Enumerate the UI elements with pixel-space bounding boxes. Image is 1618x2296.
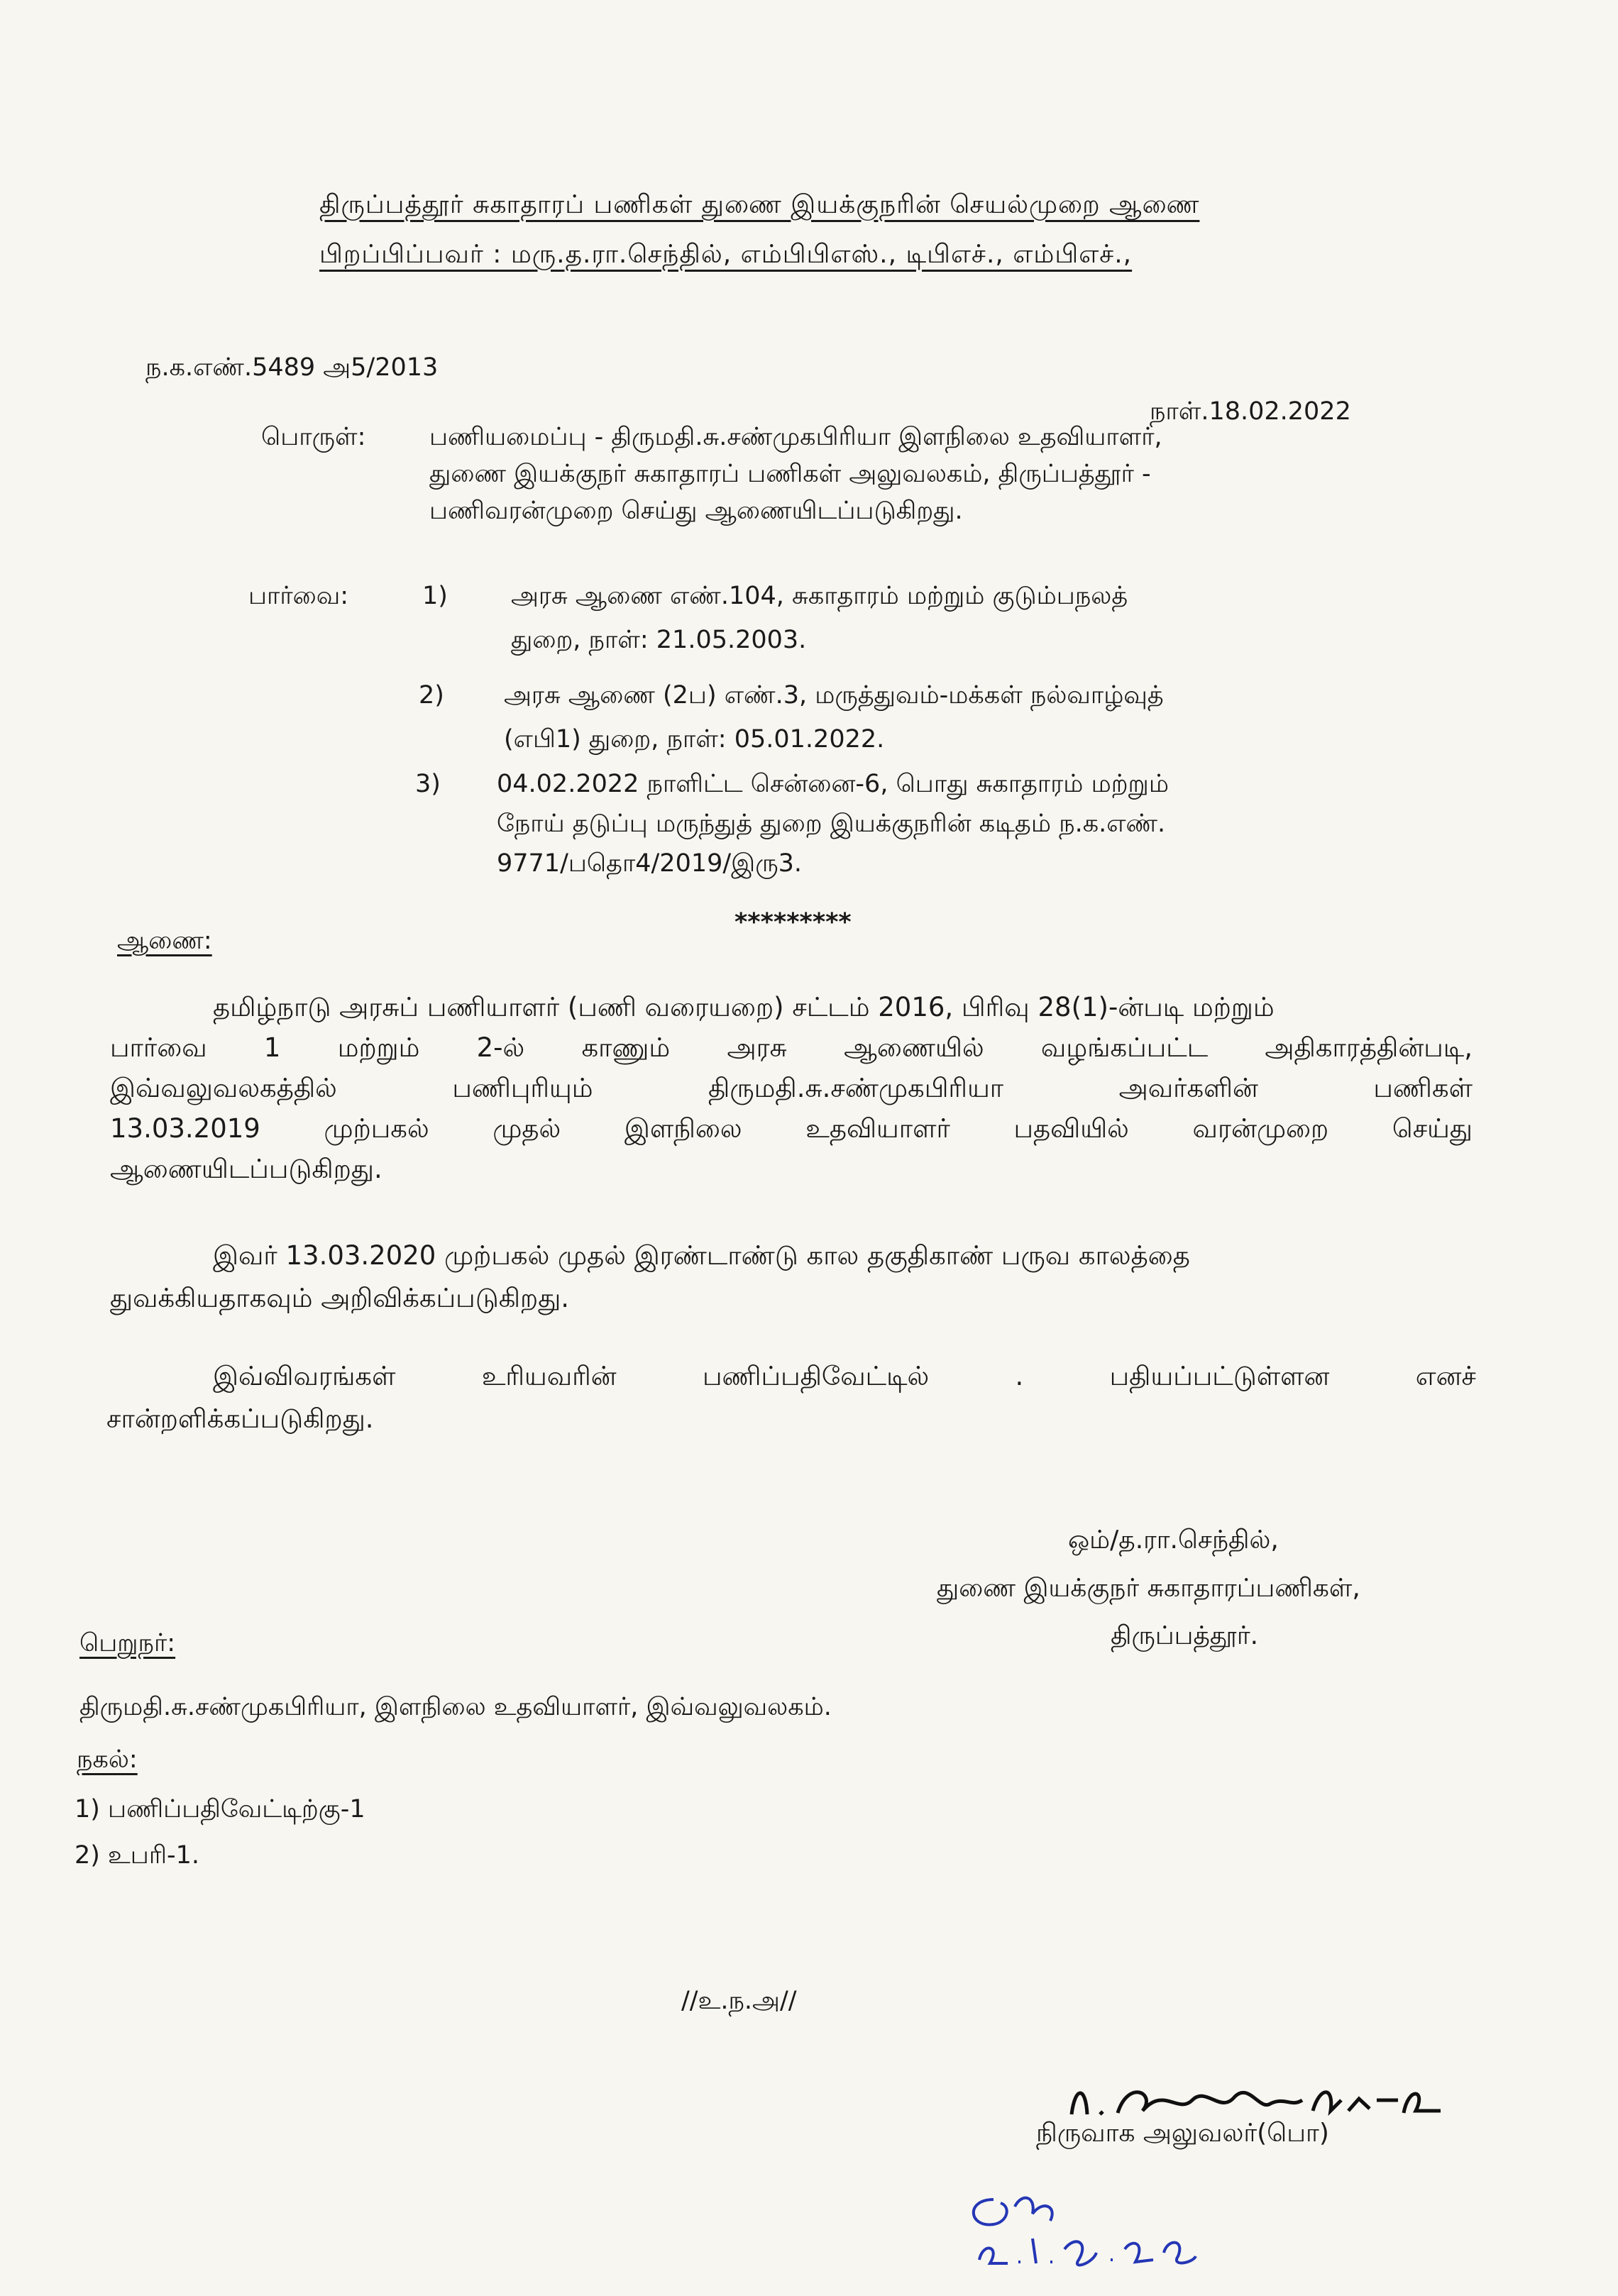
- reference-number: ந.க.எண்.5489 அ5/2013: [145, 353, 439, 382]
- order-paragraph-1-line: தமிழ்நாடு அரசுப் பணியாளர் (பணி வரையறை) சட்டம் 2016, பிரிவு 28(1)-ன்படி மற்றும்: [213, 992, 1275, 1022]
- separator: *********: [734, 908, 852, 937]
- handwritten-date-initials: [951, 2171, 1221, 2292]
- copy-item: 1) பணிப்பதிவேட்டிற்கு-1: [75, 1795, 365, 1823]
- reference-item-1: அரசு ஆணை எண்.104, சுகாதாரம் மற்றும் குடும்பநலத் துறை, நாள்: 21.05.2003.: [511, 582, 1128, 654]
- recipient-label: பெறுநர்:: [79, 1629, 176, 1657]
- reference-number-2: 2): [419, 681, 444, 710]
- copies-label: நகல்:: [77, 1745, 138, 1774]
- references-label: பார்வை:: [248, 582, 349, 610]
- subject-label: பொருள்:: [261, 423, 366, 451]
- reference-number-1: 1): [422, 582, 448, 610]
- recipient-text: திருமதி.சு.சண்முகபிரியா, இளநிலை உதவியாளர், இவ்வலுவலகம்.: [79, 1693, 832, 1721]
- subject-line: பணியமைப்பு - திருமதி.சு.சண்முகபிரியா இளநிலை உதவியாளர்,: [429, 423, 1162, 451]
- order-paragraph-1-line: 13.03.2019 முற்பகல் முதல் இளநிலை உதவியாளர் பதவியில் வரன்முறை செய்து: [110, 1113, 1473, 1144]
- signatory-designation: துணை இயக்குநர் சுகாதாரப்பணிகள்,: [937, 1574, 1360, 1603]
- signatory-place: திருப்பத்தூர்.: [1111, 1621, 1259, 1650]
- order-paragraph-3-line: இவ்விவரங்கள் உரியவரின் பணிப்பதிவேட்டில் . பதியப்பட்டுள்ளன எனச்: [213, 1361, 1476, 1391]
- subject-line: துணை இயக்குநர் சுகாதாரப் பணிகள் அலுவலகம், திருப்பத்தூர் -: [429, 460, 1151, 488]
- office-order-title: திருப்பத்தூர் சுகாதாரப் பணிகள் துணை இயக்குநரின் செயல்முறை ஆணை: [319, 190, 1200, 219]
- issuer-line: பிறப்பிப்பவர் : மரு.த.ரா.செந்தில், எம்பிபிஎஸ்., டிபிஎச்., எம்பிஎச்.,: [319, 240, 1133, 269]
- order-paragraph-2-line: துவக்கியதாகவும் அறிவிக்கப்படுகிறது.: [110, 1283, 570, 1313]
- order-date: நாள்.18.02.2022: [1150, 397, 1351, 426]
- reference-number-3: 3): [415, 770, 441, 798]
- reference-item-3: 04.02.2022 நாளிட்ட சென்னை-6, பொது சுகாதாரம் மற்றும் நோய் தடுப்பு மருந்துத் துறை இயக்குநரின் கடிதம் ந.க.எண். 9771/பதொ4/2019/இரு3.: [497, 770, 1169, 878]
- copy-item: 2) உபரி-1.: [75, 1841, 200, 1870]
- order-paragraph-1-line: பார்வை 1 மற்றும் 2-ல் காணும் அரசு ஆணையில் வழங்கப்பட்ட அதிகாரத்தின்படி,: [110, 1032, 1473, 1063]
- subject-text: [429, 423, 1437, 534]
- subject-line: பணிவரன்முறை செய்து ஆணையிடப்படுகிறது.: [429, 497, 963, 525]
- reference-item-2: அரசு ஆணை (2ப) எண்.3, மருத்துவம்-மக்கள் நல்வாழ்வுத் (எபி1) துறை, நாள்: 05.01.2022.: [504, 681, 1164, 754]
- signatory-name: ஒம்/த.ரா.செந்தில்,: [1068, 1525, 1279, 1555]
- order-heading: ஆணை:: [117, 927, 212, 955]
- order-paragraph-3-line: சான்றளிக்கப்படுகிறது.: [106, 1403, 374, 1434]
- true-copy-mark: //உ.ந.அ//: [681, 1987, 797, 2015]
- attesting-officer: நிருவாக அலுவலர்(பொ): [1036, 2119, 1329, 2148]
- order-paragraph-1-line: ஆணையிடப்படுகிறது.: [110, 1154, 383, 1184]
- order-paragraph-1-line: இவ்வலுவலகத்தில் பணிபுரியும் திருமதி.சு.சண்முகபிரியா அவர்களின் பணிகள்: [110, 1073, 1473, 1103]
- order-paragraph-2-line: இவர் 13.03.2020 முற்பகல் முதல் இரண்டாண்டு கால தகுதிகாண் பருவ காலத்தை: [213, 1240, 1190, 1271]
